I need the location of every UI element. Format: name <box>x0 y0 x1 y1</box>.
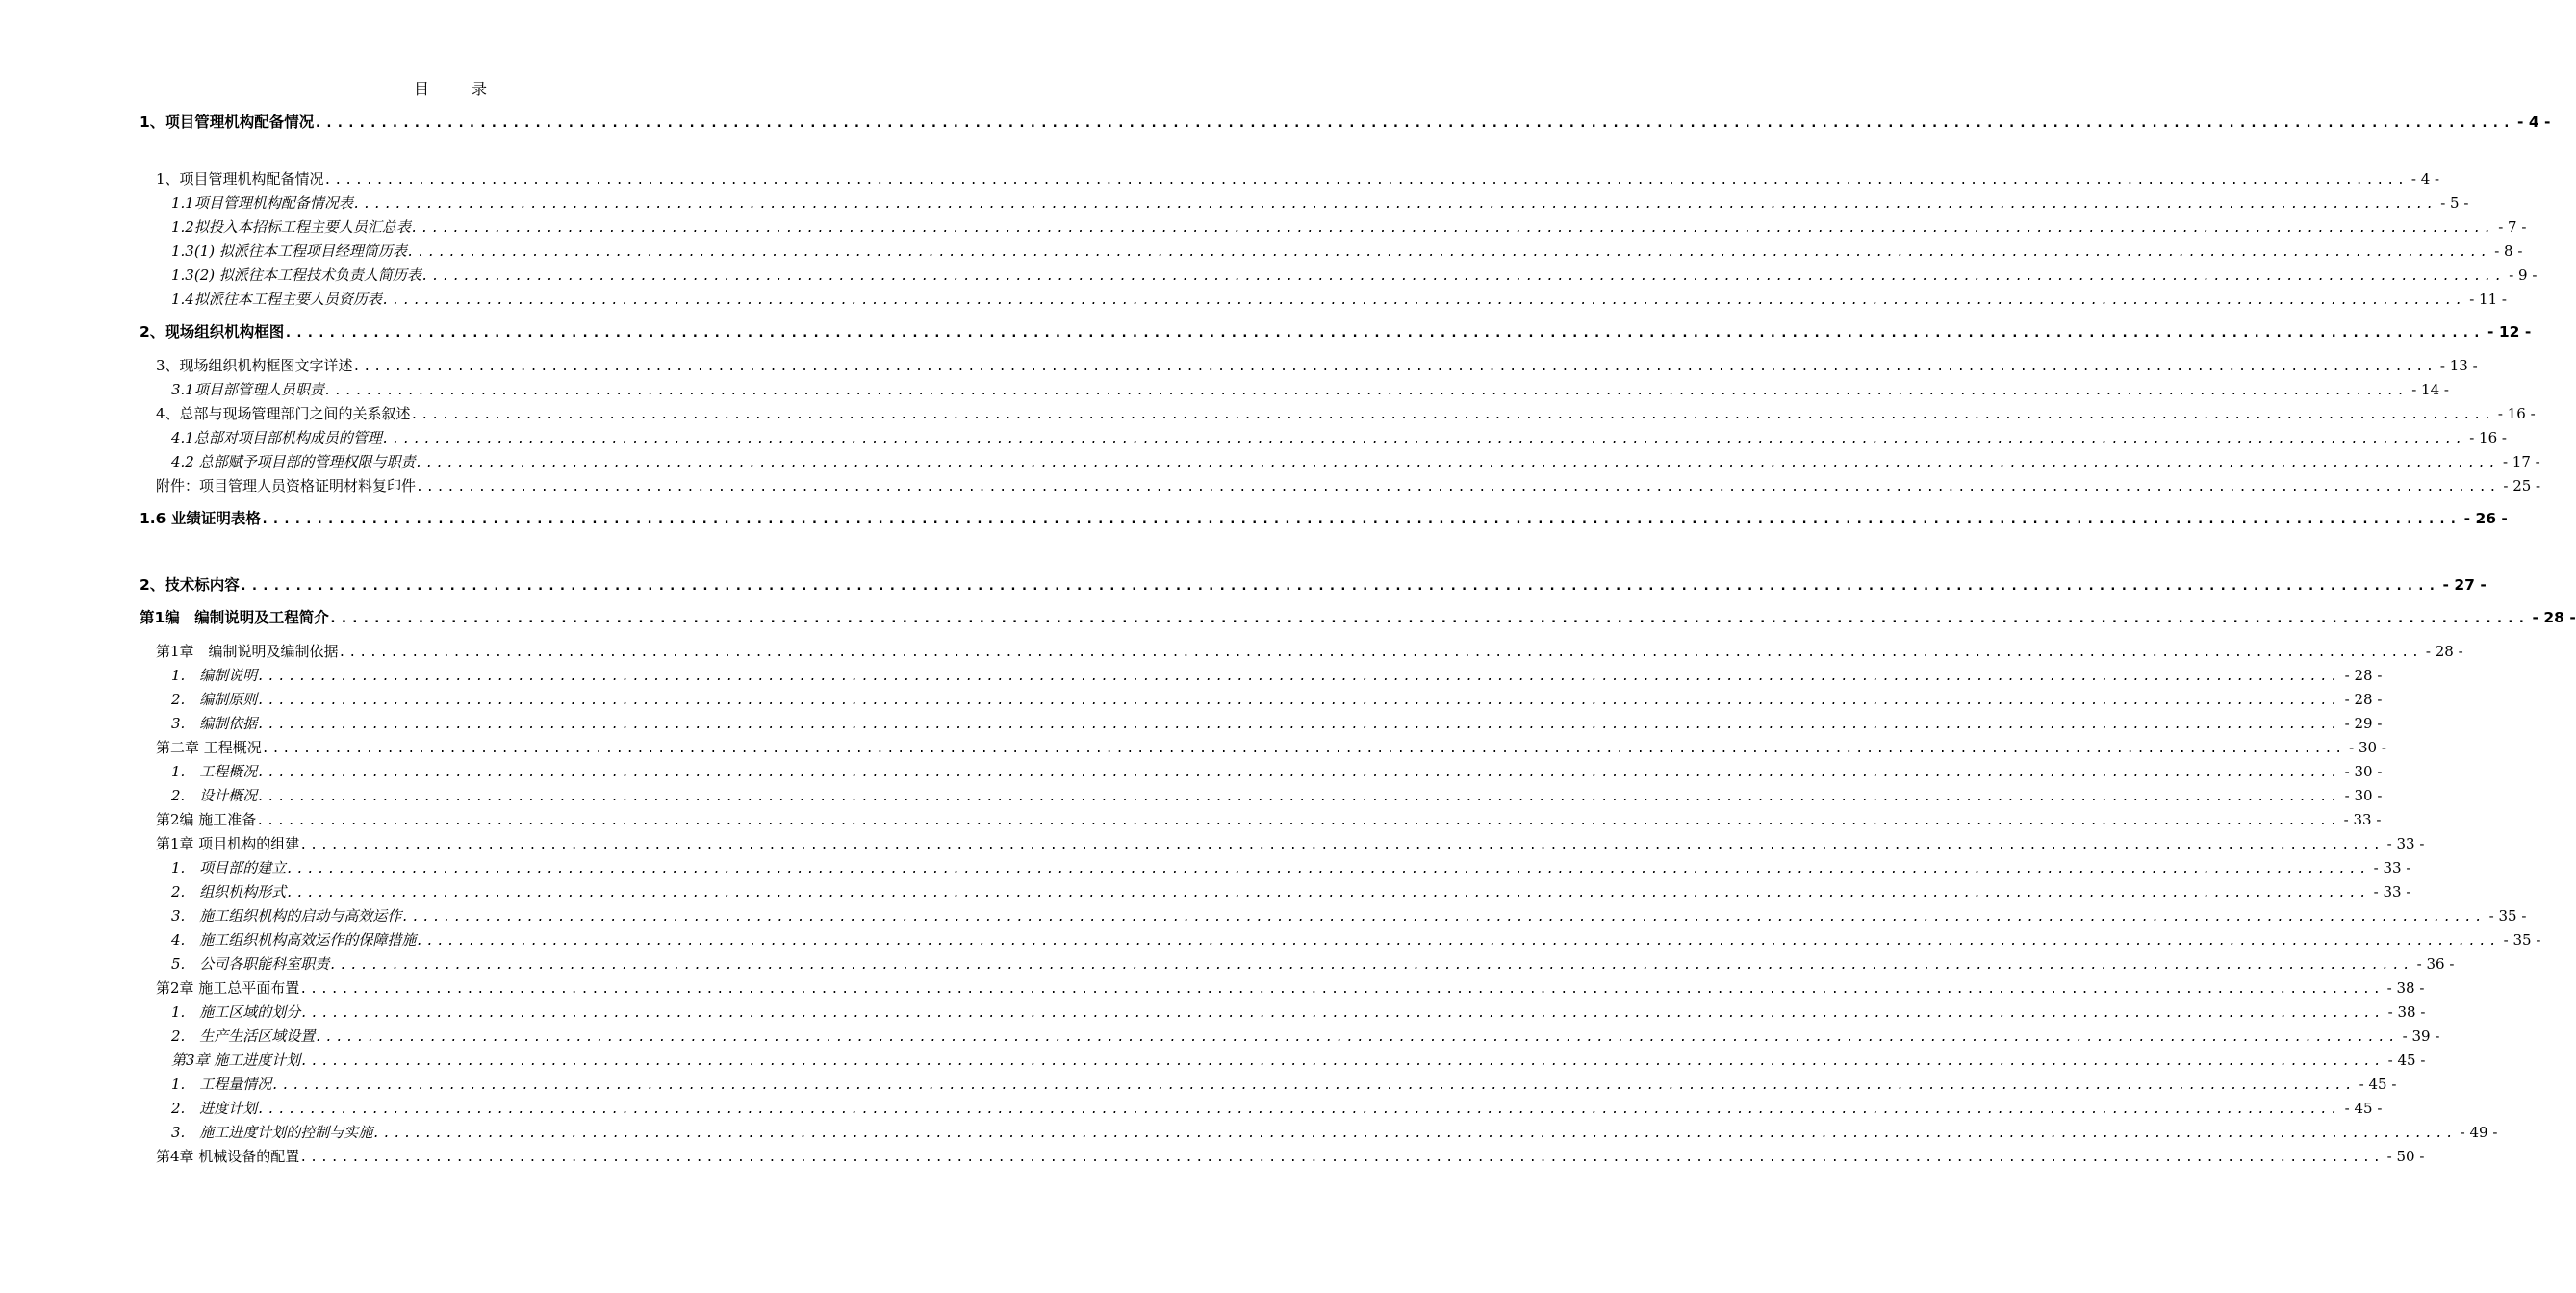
toc-leader-dots: ........................................................................................................................................................................................................ <box>300 1054 2385 1069</box>
toc-leader-dots: ........................................................................................................................................................................................................ <box>256 814 2340 828</box>
toc-page-number: - 35 - <box>2503 931 2541 949</box>
toc-leader-dots: ........................................................................................................................................................................................................ <box>299 982 2384 997</box>
toc-page-number: - 4 - <box>2410 170 2440 188</box>
toc-entry-title: 第1编 编制说明及工程简介 <box>140 609 329 626</box>
toc-entry[interactable] <box>156 809 2382 830</box>
toc-entry[interactable] <box>171 216 2527 238</box>
toc-entry[interactable] <box>171 265 2538 286</box>
toc-entry-title: 第3章 施工进度计划 <box>171 1052 301 1069</box>
toc-entry-title: 第二章 工程概况 <box>156 739 262 756</box>
toc-leader-dots: ........................................................................................................................................................................................................ <box>415 456 2499 470</box>
toc-page-number: - 30 - <box>2349 739 2386 756</box>
toc-entry[interactable] <box>171 1122 2498 1143</box>
toc-entry[interactable] <box>156 1146 2425 1167</box>
toc-entry-title: 1.4拟派往本工程主要人员资历表 <box>171 291 382 308</box>
toc-entry-title: 1.1项目管理机构配备情况表 <box>171 194 353 212</box>
toc-entry[interactable] <box>171 689 2383 710</box>
toc-entry-title: 4.2 总部赋予项目部的管理权限与职责 <box>171 453 416 470</box>
toc-entry[interactable] <box>171 1026 2440 1047</box>
toc-entry-title: 1.3(1) 拟派往本工程项目经理简历表 <box>171 242 407 260</box>
toc-leader-dots: ........................................................................................................................................................................................................ <box>328 611 2529 626</box>
toc-entry[interactable] <box>156 355 2478 376</box>
toc-entry[interactable] <box>171 241 2523 262</box>
toc-entry-title: 5. 公司各职能科室职责 <box>171 955 330 973</box>
toc-entry-title: 1. 编制说明 <box>171 667 258 684</box>
toc-entry-title: 2、现场组织机构框图 <box>140 323 285 341</box>
toc-leader-dots: ........................................................................................................................................................................................................ <box>323 173 2408 188</box>
toc-leader-dots: ........................................................................................................................................................................................................ <box>381 432 2466 446</box>
toc-entry-title: 2. 生产生活区域设置 <box>171 1027 316 1045</box>
toc-entry[interactable] <box>171 427 2507 448</box>
toc-entry-title: 3. 施工组织机构的启动与高效运作 <box>171 907 402 925</box>
toc-page-number: - 33 - <box>2373 883 2411 900</box>
toc-entry-title: 1.3(2) 拟派往本工程技术负责人简历表 <box>171 266 421 284</box>
toc-entry[interactable] <box>171 761 2383 782</box>
toc-page-number: - 29 - <box>2344 715 2383 732</box>
toc-entry[interactable] <box>171 665 2383 686</box>
toc-leader-dots: ........................................................................................................................................................................................................ <box>284 325 2485 341</box>
toc-entry[interactable] <box>140 607 2576 628</box>
toc-leader-dots: ........................................................................................................................................................................................................ <box>261 742 2346 756</box>
toc-entry[interactable] <box>156 737 2386 758</box>
toc-page-number: - 38 - <box>2387 1003 2426 1021</box>
toc-page-number: - 45 - <box>2359 1076 2397 1093</box>
toc-leader-dots: ........................................................................................................................................................................................................ <box>372 1127 2457 1141</box>
toc-entry[interactable] <box>171 1050 2426 1071</box>
toc-leader-dots: ........................................................................................................................................................................................................ <box>286 886 2370 900</box>
toc-entry[interactable] <box>171 379 2449 400</box>
toc-entry-title: 3. 编制依据 <box>171 715 258 732</box>
toc-entry[interactable] <box>171 451 2540 472</box>
toc-entry-title: 2. 进度计划 <box>171 1100 258 1117</box>
page-title: 目 录 <box>413 80 500 98</box>
toc-entry-title: 1. 工程概况 <box>171 763 258 780</box>
toc-entry[interactable] <box>140 112 2551 133</box>
toc-entry-title: 1. 项目部的建立 <box>171 859 287 876</box>
toc-leader-dots: ........................................................................................................................................................................................................ <box>406 245 2491 260</box>
toc-leader-dots: ........................................................................................................................................................................................................ <box>323 384 2409 398</box>
toc-entry[interactable] <box>171 905 2527 926</box>
toc-entry-title: 第4章 机械设备的配置 <box>156 1148 300 1165</box>
toc-page-number: - 16 - <box>2469 429 2507 446</box>
toc-leader-dots: ........................................................................................................................................................................................................ <box>410 221 2495 236</box>
toc-page-number: - 9 - <box>2509 266 2538 284</box>
toc-page-number: - 17 - <box>2502 453 2540 470</box>
toc-page-number: - 28 - <box>2344 691 2383 708</box>
toc-leader-dots: ........................................................................................................................................................................................................ <box>352 360 2436 374</box>
toc-entry[interactable] <box>171 192 2469 214</box>
toc-leader-dots: ........................................................................................................................................................................................................ <box>401 910 2486 925</box>
toc-entry-title: 2、技术标内容 <box>140 576 240 594</box>
toc-entry[interactable] <box>156 168 2440 190</box>
toc-entry[interactable] <box>171 1098 2383 1119</box>
toc-entry-title: 第2编 施工准备 <box>156 811 257 828</box>
toc-leader-dots: ........................................................................................................................................................................................................ <box>239 578 2439 594</box>
toc-entry-title: 第2章 施工总平面布置 <box>156 979 300 997</box>
toc-leader-dots: ........................................................................................................................................................................................................ <box>300 1006 2385 1021</box>
toc-entry-title: 4.1总部对项目部机构成员的管理 <box>171 429 382 446</box>
toc-page-number: - 30 - <box>2344 763 2383 780</box>
toc-leader-dots: ........................................................................................................................................................................................................ <box>271 1078 2356 1093</box>
toc-page-number: - 45 - <box>2387 1052 2426 1069</box>
toc-entry-title: 1. 工程量情况 <box>171 1076 272 1093</box>
toc-entry-title: 3. 施工进度计划的控制与实施 <box>171 1124 373 1141</box>
toc-page-number: - 13 - <box>2439 357 2478 374</box>
toc-entry-title: 3、现场组织机构框图文字详述 <box>156 357 353 374</box>
toc-leader-dots: ........................................................................................................................................................................................................ <box>410 408 2494 422</box>
toc-page-number: - 5 - <box>2440 194 2469 212</box>
toc-leader-dots: ........................................................................................................................................................................................................ <box>329 958 2413 973</box>
toc-entry-title: 2. 编制原则 <box>171 691 258 708</box>
toc-leader-dots: ........................................................................................................................................................................................................ <box>257 1103 2341 1117</box>
toc-page-number: - 30 - <box>2344 787 2383 804</box>
toc-leader-dots: ........................................................................................................................................................................................................ <box>260 512 2461 527</box>
toc-page-number: - 28 - <box>2344 667 2383 684</box>
toc-page-number: - 16 - <box>2497 405 2536 422</box>
toc-leader-dots: ........................................................................................................................................................................................................ <box>421 269 2506 284</box>
toc-entry-title: 4. 施工组织机构高效运作的保障措施 <box>171 931 417 949</box>
toc-page-number: - 26 - <box>2463 510 2508 527</box>
toc-leader-dots: ........................................................................................................................................................................................................ <box>315 1030 2399 1045</box>
toc-page-number: - 4 - <box>2517 114 2551 131</box>
toc-leader-dots: ........................................................................................................................................................................................................ <box>416 934 2500 949</box>
toc-leader-dots: ........................................................................................................................................................................................................ <box>416 480 2500 494</box>
toc-leader-dots: ........................................................................................................................................................................................................ <box>257 790 2341 804</box>
toc-entry[interactable] <box>140 321 2532 342</box>
toc-entry-title: 2. 设计概况 <box>171 787 258 804</box>
toc-entry[interactable] <box>156 475 2541 496</box>
toc-entry-title: 2. 组织机构形式 <box>171 883 287 900</box>
toc-leader-dots: ........................................................................................................................................................................................................ <box>286 862 2370 876</box>
toc-entry-title: 附件：项目管理人员资格证明材料复印件 <box>156 477 417 494</box>
toc-entry[interactable] <box>140 508 2508 529</box>
toc-leader-dots: ........................................................................................................................................................................................................ <box>381 293 2466 308</box>
toc-entry-title: 1. 施工区域的划分 <box>171 1003 301 1021</box>
toc-leader-dots: ........................................................................................................................................................................................................ <box>257 670 2341 684</box>
toc-page-number: - 25 - <box>2503 477 2541 494</box>
toc-page-number: - 33 - <box>2373 859 2411 876</box>
toc-page-number: - 33 - <box>2343 811 2382 828</box>
toc-page-number: - 27 - <box>2442 576 2487 594</box>
toc-page-number: - 38 - <box>2386 979 2425 997</box>
toc-leader-dots: ........................................................................................................................................................................................................ <box>257 766 2341 780</box>
toc-page-number: - 28 - <box>2425 643 2463 660</box>
toc-page-number: - 8 - <box>2494 242 2523 260</box>
toc-entry[interactable] <box>171 785 2383 806</box>
toc-page-number: - 45 - <box>2344 1100 2383 1117</box>
toc-page-number: - 11 - <box>2469 291 2507 308</box>
toc-entry[interactable] <box>156 977 2425 999</box>
toc-page-number: - 33 - <box>2386 835 2425 852</box>
toc-page-number: - 35 - <box>2488 907 2527 925</box>
toc-entry-title: 1.6 业绩证明表格 <box>140 510 261 527</box>
toc-entry-title: 第1章 项目机构的组建 <box>156 835 300 852</box>
toc-entry-title: 1、项目管理机构配备情况 <box>156 170 324 188</box>
toc-entry[interactable] <box>171 713 2383 734</box>
toc-page-number: - 49 - <box>2460 1124 2498 1141</box>
toc-page-number: - 14 - <box>2411 381 2449 398</box>
toc-leader-dots: ........................................................................................................................................................................................................ <box>299 1151 2384 1165</box>
toc-page-number: - 36 - <box>2416 955 2455 973</box>
toc-entry[interactable] <box>156 833 2425 854</box>
toc-leader-dots: ........................................................................................................................................................................................................ <box>257 718 2341 732</box>
toc-page-number: - 7 - <box>2498 218 2527 236</box>
toc-leader-dots: ........................................................................................................................................................................................................ <box>352 197 2437 212</box>
toc-entry-title: 1.2拟投入本招标工程主要人员汇总表 <box>171 218 411 236</box>
toc-entry[interactable] <box>140 574 2487 596</box>
toc-entry[interactable] <box>171 929 2541 951</box>
toc-entry-title: 4、总部与现场管理部门之间的关系叙述 <box>156 405 411 422</box>
toc-entry[interactable] <box>156 403 2536 424</box>
toc-entry-title: 3.1项目部管理人员职责 <box>171 381 324 398</box>
toc-entry[interactable] <box>171 953 2455 975</box>
toc-leader-dots: ........................................................................................................................................................................................................ <box>299 838 2384 852</box>
toc-entry-title: 1、项目管理机构配备情况 <box>140 114 315 131</box>
toc-leader-dots: ........................................................................................................................................................................................................ <box>314 115 2514 131</box>
toc-page-number: - 12 - <box>2487 323 2532 341</box>
toc-entry[interactable] <box>171 1001 2426 1023</box>
toc-entry[interactable] <box>156 641 2463 662</box>
toc-entry[interactable] <box>171 881 2411 902</box>
toc-leader-dots: ........................................................................................................................................................................................................ <box>338 646 2422 660</box>
toc-entry-title: 第1章 编制说明及编制依据 <box>156 643 339 660</box>
toc-page-number: - 28 - <box>2532 609 2576 626</box>
toc-leader-dots: ........................................................................................................................................................................................................ <box>257 694 2341 708</box>
toc-page-number: - 39 - <box>2402 1027 2440 1045</box>
toc-entry[interactable] <box>171 289 2507 310</box>
toc-entry[interactable] <box>171 1074 2397 1095</box>
toc-page-number: - 50 - <box>2386 1148 2425 1165</box>
toc-entry[interactable] <box>171 857 2411 878</box>
